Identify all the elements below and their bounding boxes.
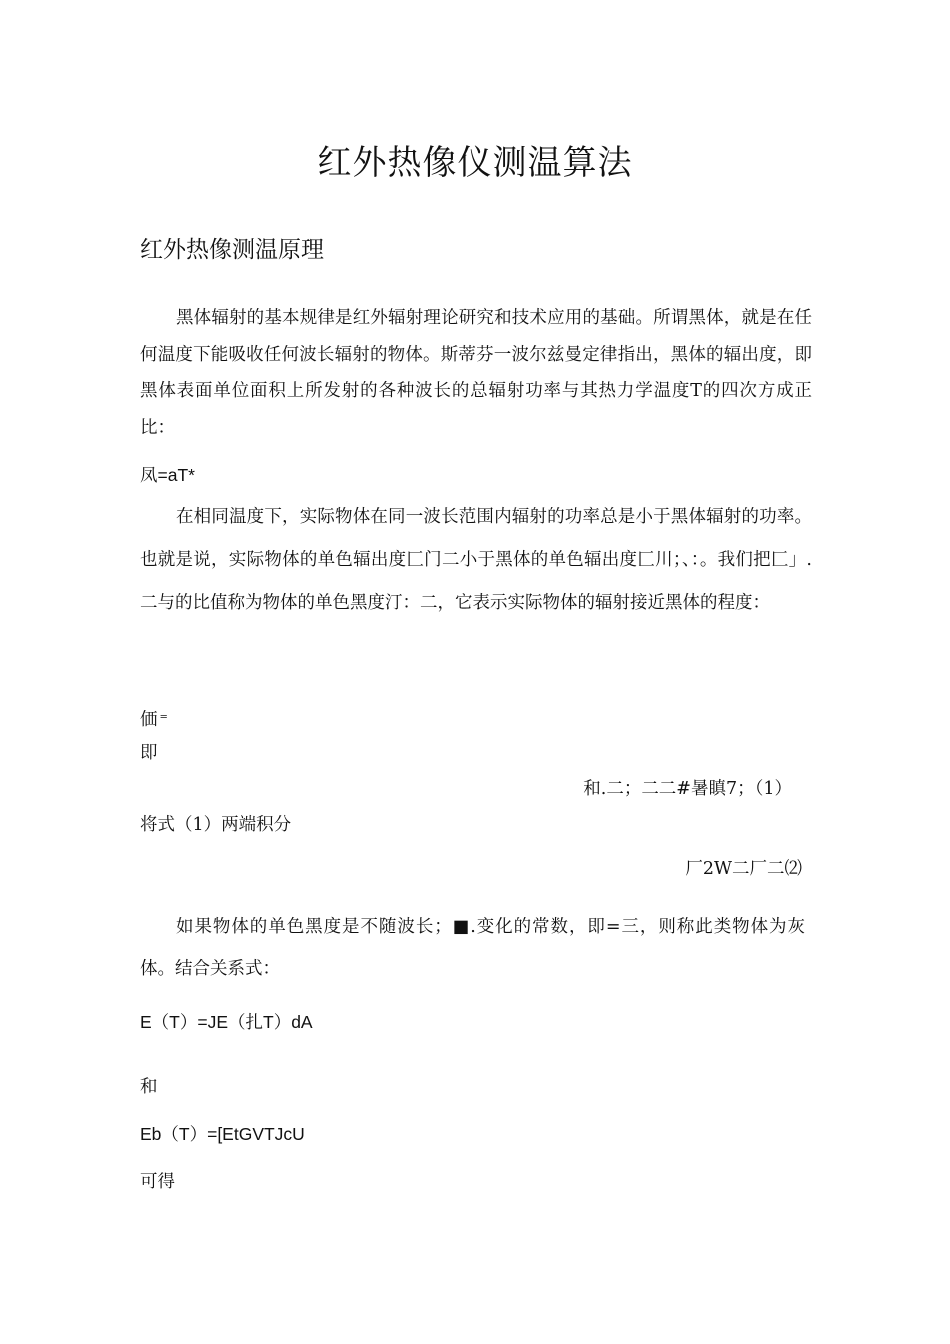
paragraph-emissivity: 在相同温度下，实际物体在同一波长范围内辐射的功率总是小于黑体辐射的功率。也就是说，实际物体的单色辐出度匚门二小于黑体的单色辐出度匚川；、：。我们把匚」.二与的比值称为物体的单色黑度汀：二，它表示实际物体的辐射接近黑体的程度： — [140, 507, 812, 613]
section-heading: 红外热像测温原理 — [140, 237, 324, 263]
text-kede: 可得 — [140, 1172, 175, 1192]
paragraph-gray-body: 如果物体的单色黑度是不随波长；■.变化的常数，即=三，则称此类物体为灰体。结合关系式： — [140, 917, 805, 979]
text-ji: 即 — [140, 743, 158, 763]
paragraph-blackbody-law: 黑体辐射的基本规律是红外辐射理论研究和技术应用的基础。所谓黑体，就是在任何温度下能吸收任何波长辐射的物体。斯蒂芬一波尔兹曼定律指出，黑体的辐出度，即黑体表面单位面积上所发射的各种波长的总辐射功率与其热力学温度T的四次方成正比： — [140, 308, 812, 438]
formula-total-emission: E（T）=JE（扎T）dA — [140, 1012, 313, 1032]
text-integrate-both-sides: 将式（1）两端积分 — [140, 815, 292, 835]
formula-blackbody-emission: Eb（T）=[EtGVTJcU — [140, 1124, 305, 1144]
formula-emissivity-ratio — [140, 705, 168, 733]
formula-emissivity-sup: = — [159, 712, 168, 723]
equation-2: 厂2W二厂二⑵ — [685, 859, 802, 879]
formula-stefan-boltzmann: 凤=aT* — [140, 465, 195, 485]
formula-emissivity-main: 価 — [140, 710, 158, 730]
text-he: 和 — [140, 1077, 158, 1097]
equation-1: 和.二；二二#暑瞋7；（1） — [583, 779, 792, 799]
document-title: 红外热像仪测温算法 — [317, 143, 633, 183]
